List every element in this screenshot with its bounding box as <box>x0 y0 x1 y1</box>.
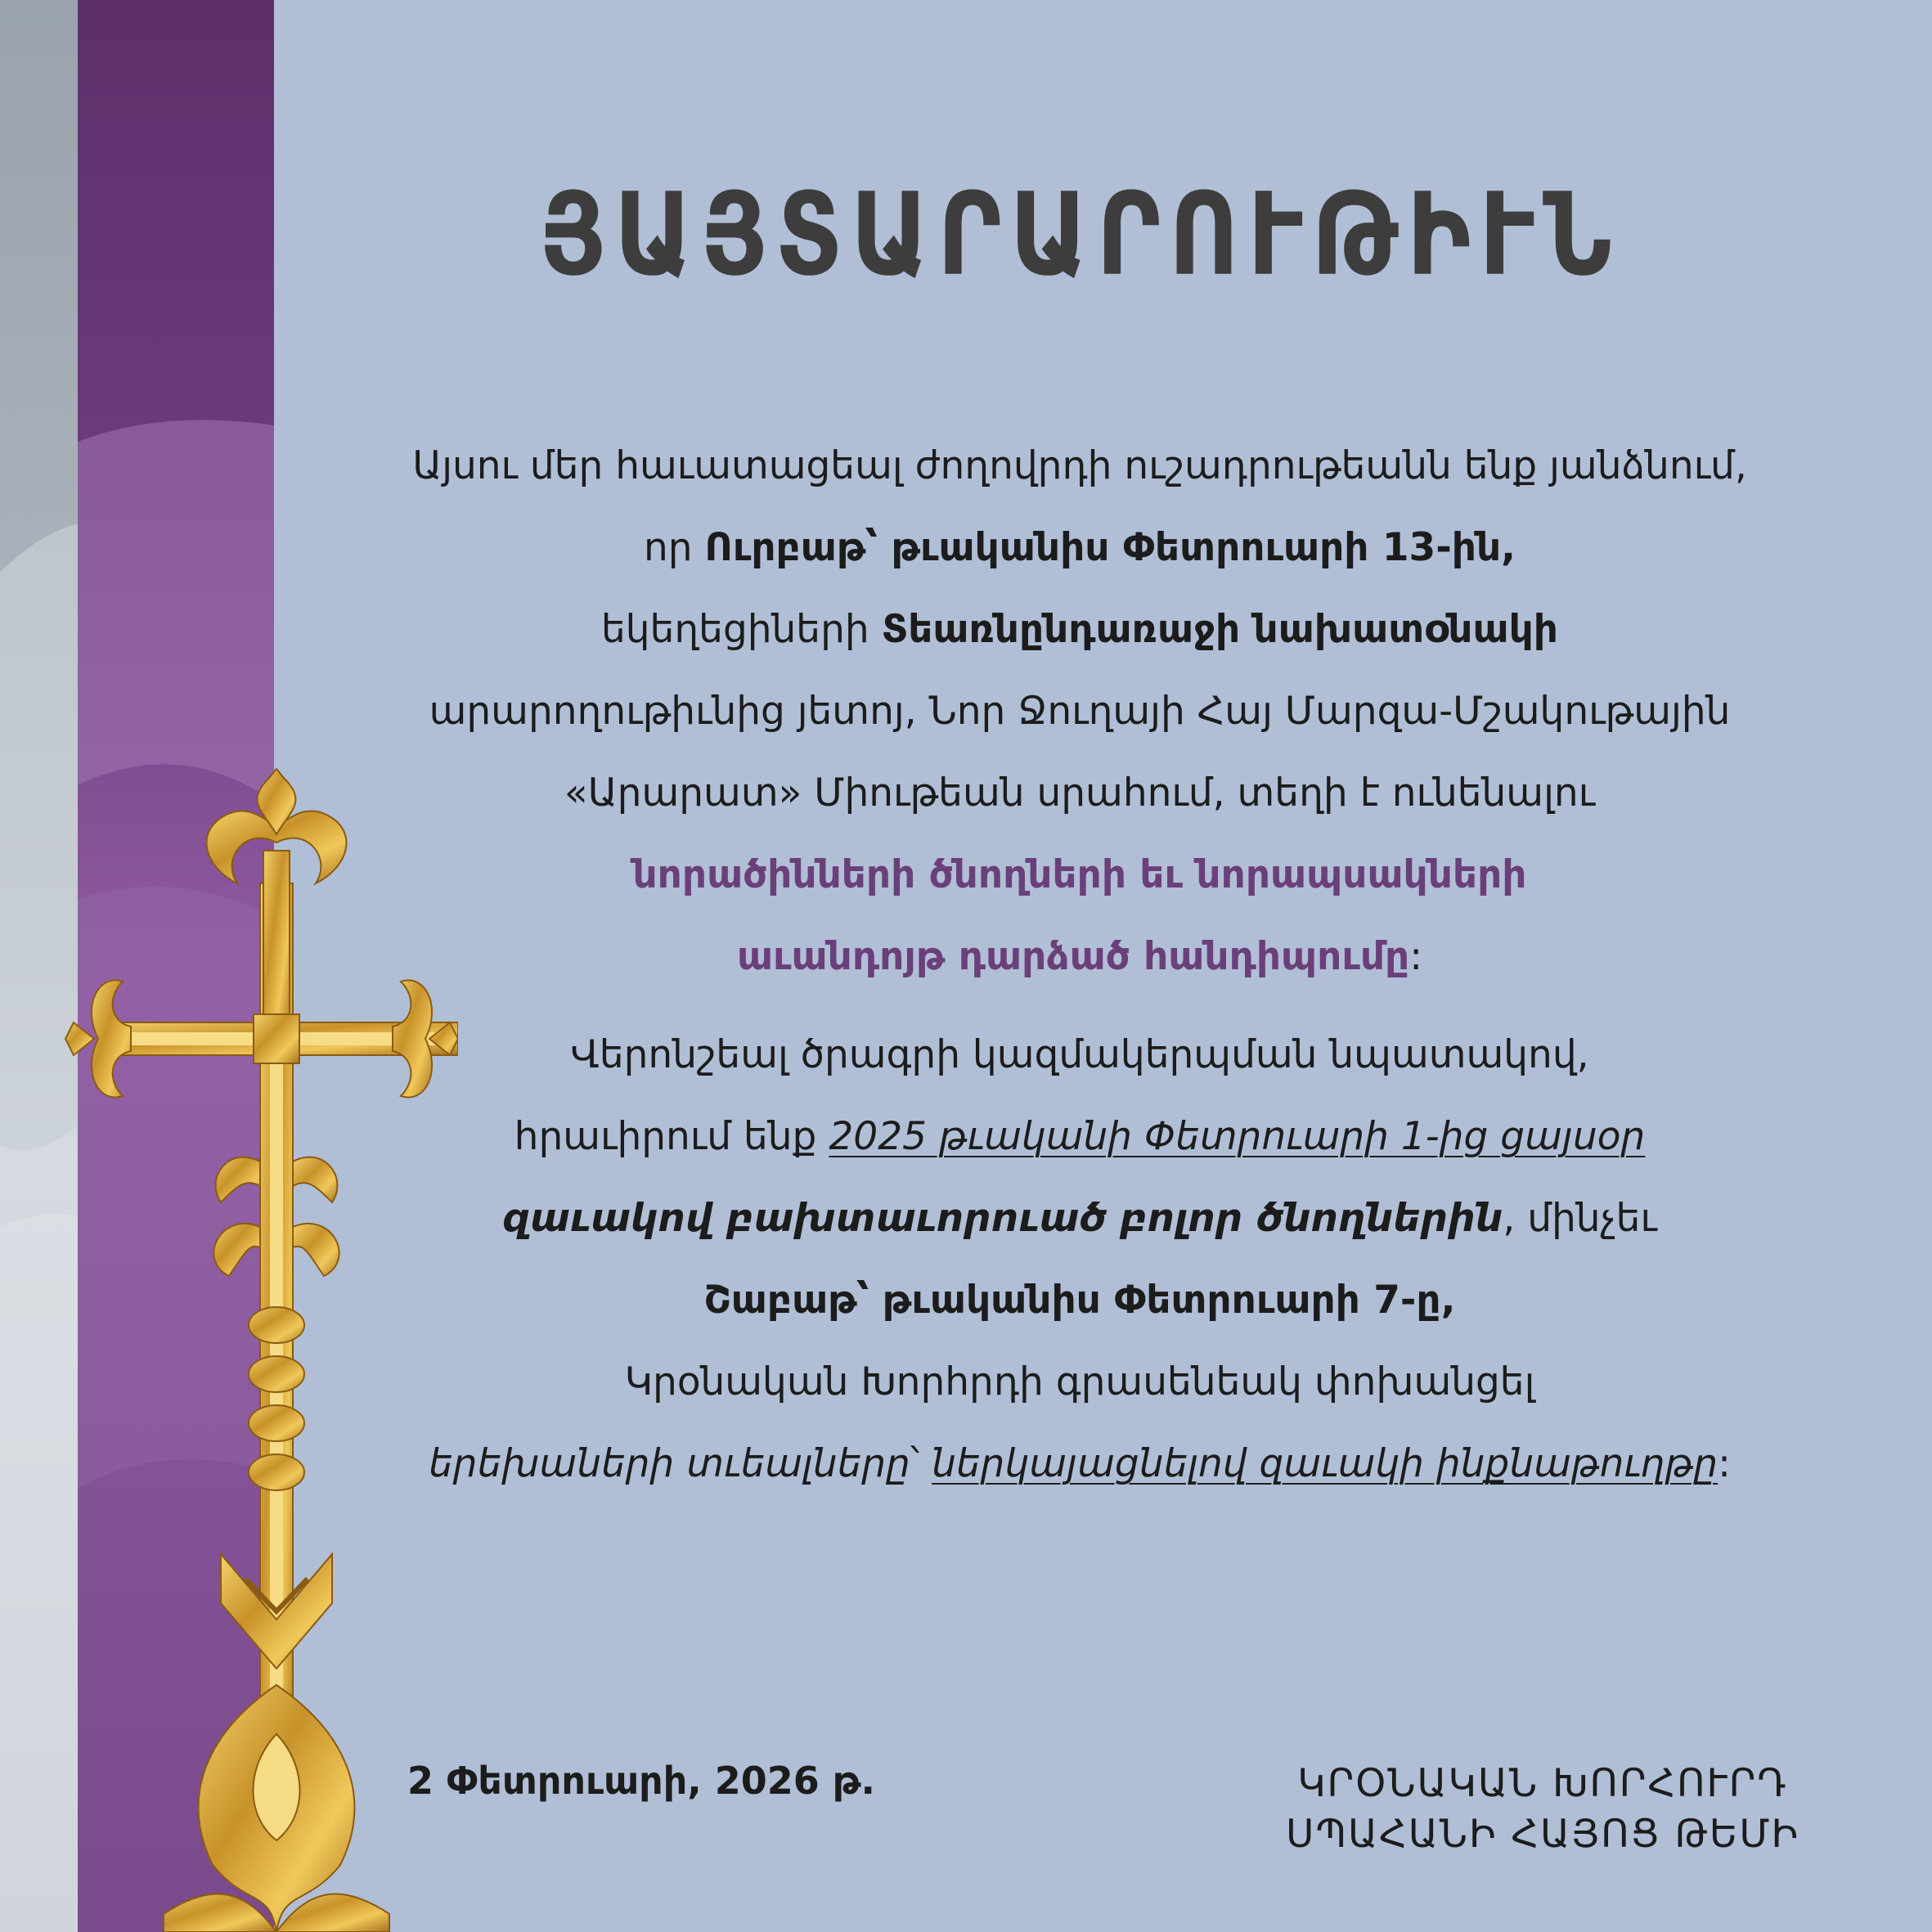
paragraph-gap <box>360 998 1799 1014</box>
page-title: ՅԱՅՏԱՐԱՐՈՒԹԻՒՆ <box>539 168 1620 301</box>
body-line-13: երեխաների տւեալները՝ ներկայացնելով զաւակի ինքնաթուղթը: <box>428 1441 1731 1486</box>
body-line-1: Այսու մեր հաւատացեալ ժողովրդի ուշադրութեանն ենք յանձնում, <box>412 443 1747 488</box>
announcement-body <box>360 425 1799 1505</box>
body-line-12: Կրօնական Խորհրդի գրասենեակ փոխանցել <box>624 1359 1535 1404</box>
body-line-9: հրաւիրում ենք 2025 թւականի Փետրուարի 1-ից ցայսօր <box>514 1114 1646 1159</box>
body-line-2: որ Ուրբաթ՝ թւականիս Փետրուարի 13-ին, <box>643 525 1516 570</box>
signature-line-1: ԿՐՕՆԱԿԱՆ ԽՈՐՀՈՒՐԴ <box>1297 1761 1788 1806</box>
body-line-3: եկեղեցիների Տեառնընդառաջի նախատօնակի <box>601 607 1558 652</box>
body-line-8: Վերոնշեալ ծրագրի կազմակերպման նպատակով, <box>570 1032 1589 1077</box>
body-line-4: արարողութիւնից յետոյ, Նոր Ջուղայի Հայ Մարզա-Մշակութային <box>429 689 1731 734</box>
announcement-date: 2 Փետրուարի, 2026 թ. <box>407 1759 876 1803</box>
body-line-7: աւանդոյթ դարձած հանդիպումը: <box>736 934 1423 979</box>
body-line-10: զաւակով բախտաւորուած բոլոր ծնողներին, մինչեւ <box>502 1196 1657 1241</box>
body-line-11: Շաբաթ՝ թւականիս Փետրուարի 7-ը, <box>703 1278 1456 1323</box>
signature-block <box>1286 1759 1799 1860</box>
announcement <box>360 0 1799 1932</box>
body-line-5: «Արարատ» Միութեան սրահում, տեղի է ունենալու <box>564 771 1596 815</box>
signature-line-2: ՍՊԱՀԱՆԻ ՀԱՅՈՑ ԹԵՄԻ <box>1286 1812 1799 1857</box>
body-line-6: նորածինների ծնողների եւ նորապսակների <box>632 852 1527 897</box>
